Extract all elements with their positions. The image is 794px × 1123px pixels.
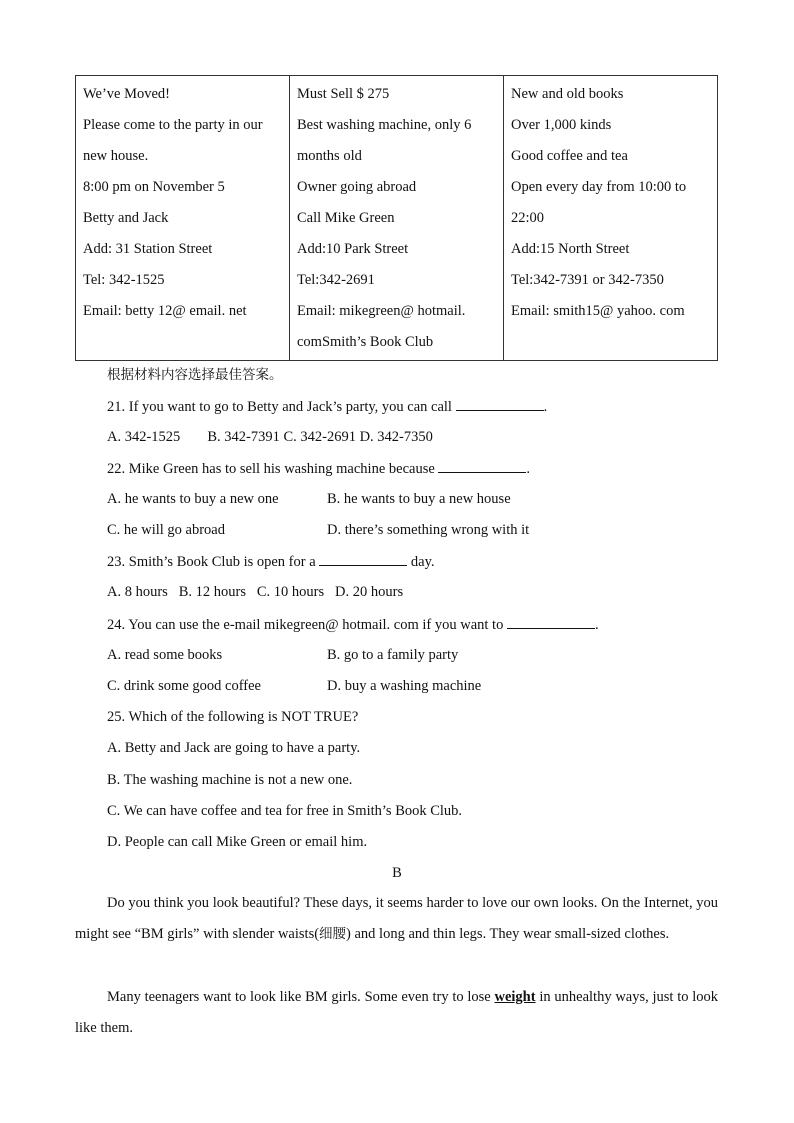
question-stem: 23. Smith’s Book Club is open for a [107,554,316,570]
answer-blank [438,458,526,473]
ad-line: Owner going abroad [297,179,417,195]
question-end: . [594,617,599,633]
ad-line: Email: betty 12@ email. net [83,303,247,319]
question-23 [107,551,435,572]
option-c: C. he will go abroad [107,522,225,538]
ads-table [75,75,718,361]
ad-title: Must Sell $ 275 [297,86,390,102]
option-d: D. People can call Mike Green or email him. [107,834,368,850]
answer-blank [456,396,544,411]
question-stem: 21. If you want to go to Betty and Jack’s party, you can call [107,399,452,415]
ad-line: Add: 31 Station Street [83,241,213,257]
ad-line: Best washing machine, only 6 [297,117,472,133]
options-23 [107,582,403,602]
ad-washing-machine [290,76,504,361]
question-25: 25. Which of the following is NOT TRUE? [107,709,359,725]
question-end: day. [410,554,435,570]
paragraph-text: ) and long and thin legs. They wear small-sized clothes. [346,926,670,942]
ad-line: Tel:342-2691 [297,272,375,288]
option-c: C. We can have coffee and tea for free in Smith’s Book Club. [107,803,463,819]
ad-line: Tel:342-7391 or 342-7350 [511,272,664,288]
question-end: . [526,461,531,477]
paragraph-text: Do you think you look beautiful? These days, it seems harder to love our own looks. On the Internet, you might see “BM girls” with slender waists( [75,895,718,942]
ad-line: Call Mike Green [297,210,395,226]
ad-line: Over 1,000 kinds [511,117,612,133]
option-b: B. 12 hours [178,584,246,600]
option-d: D. 20 hours [335,584,404,600]
passage-paragraph-2 [75,982,718,1044]
question-22 [107,458,530,479]
option-a: A. he wants to buy a new one [107,491,279,507]
ad-line: months old [297,148,362,164]
option-a: A. Betty and Jack are going to have a party. [107,740,361,756]
paragraph-gloss: 细腰 [319,926,347,942]
option-b: B. go to a family party [327,647,459,663]
ad-line: Add:15 North Street [511,241,630,257]
question-stem: 22. Mike Green has to sell his washing machine because [107,461,435,477]
ad-line: Email: smith15@ yahoo. com [511,303,685,319]
ad-line: Good coffee and tea [511,148,628,164]
option-b: B. The washing machine is not a new one. [107,772,353,788]
ad-line: new house. [83,148,149,164]
ad-line: Add:10 Park Street [297,241,409,257]
ad-line: Please come to the party in our [83,117,263,133]
answer-blank [319,551,407,566]
paragraph-text: Many teenagers want to look like BM girls. Some even try to lose [107,989,491,1005]
keyword-weight: weight [494,989,536,1005]
option-c: C. drink some good coffee [107,678,261,694]
question-24 [107,614,599,635]
ad-line: Email: mikegreen@ hotmail. [297,303,466,319]
ad-title: We’ve Moved! [83,86,171,102]
options-21 [107,427,433,447]
option-d: D. there’s something wrong with it [327,522,530,538]
ad-line: Betty and Jack [83,210,169,226]
option-a: A. read some books [107,647,223,663]
option-b: B. he wants to buy a new house [327,491,511,507]
option-a: A. 342-1525 [107,429,181,445]
ad-title: New and old books [511,86,624,102]
paragraph-text: in unhealthy ways, just to look like them. [75,989,719,1036]
option-d: D. buy a washing machine [327,678,482,694]
answer-blank [507,614,595,629]
section-label: B [392,865,402,881]
ad-line: 22:00 [511,210,545,226]
ad-line: Tel: 342-1525 [83,272,165,288]
instruction: 根据材料内容选择最佳答案。 [107,367,283,383]
ad-line: 8:00 pm on November 5 [83,179,225,195]
option-b: B. 342-7391 [207,429,280,445]
option-d: D. 342-7350 [359,429,433,445]
option-a: A. 8 hours [107,584,168,600]
ad-book-club [504,76,718,361]
ad-party [76,76,290,361]
ad-line: Open every day from 10:00 to [511,179,687,195]
passage-paragraph-1 [75,888,718,950]
question-21 [107,396,547,417]
question-end: . [543,399,548,415]
ad-line: comSmith’s Book Club [297,334,434,350]
option-c: C. 10 hours [256,584,325,600]
question-stem: 24. You can use the e-mail mikegreen@ hotmail. com if you want to [107,617,504,633]
option-c: C. 342-2691 [283,429,356,445]
